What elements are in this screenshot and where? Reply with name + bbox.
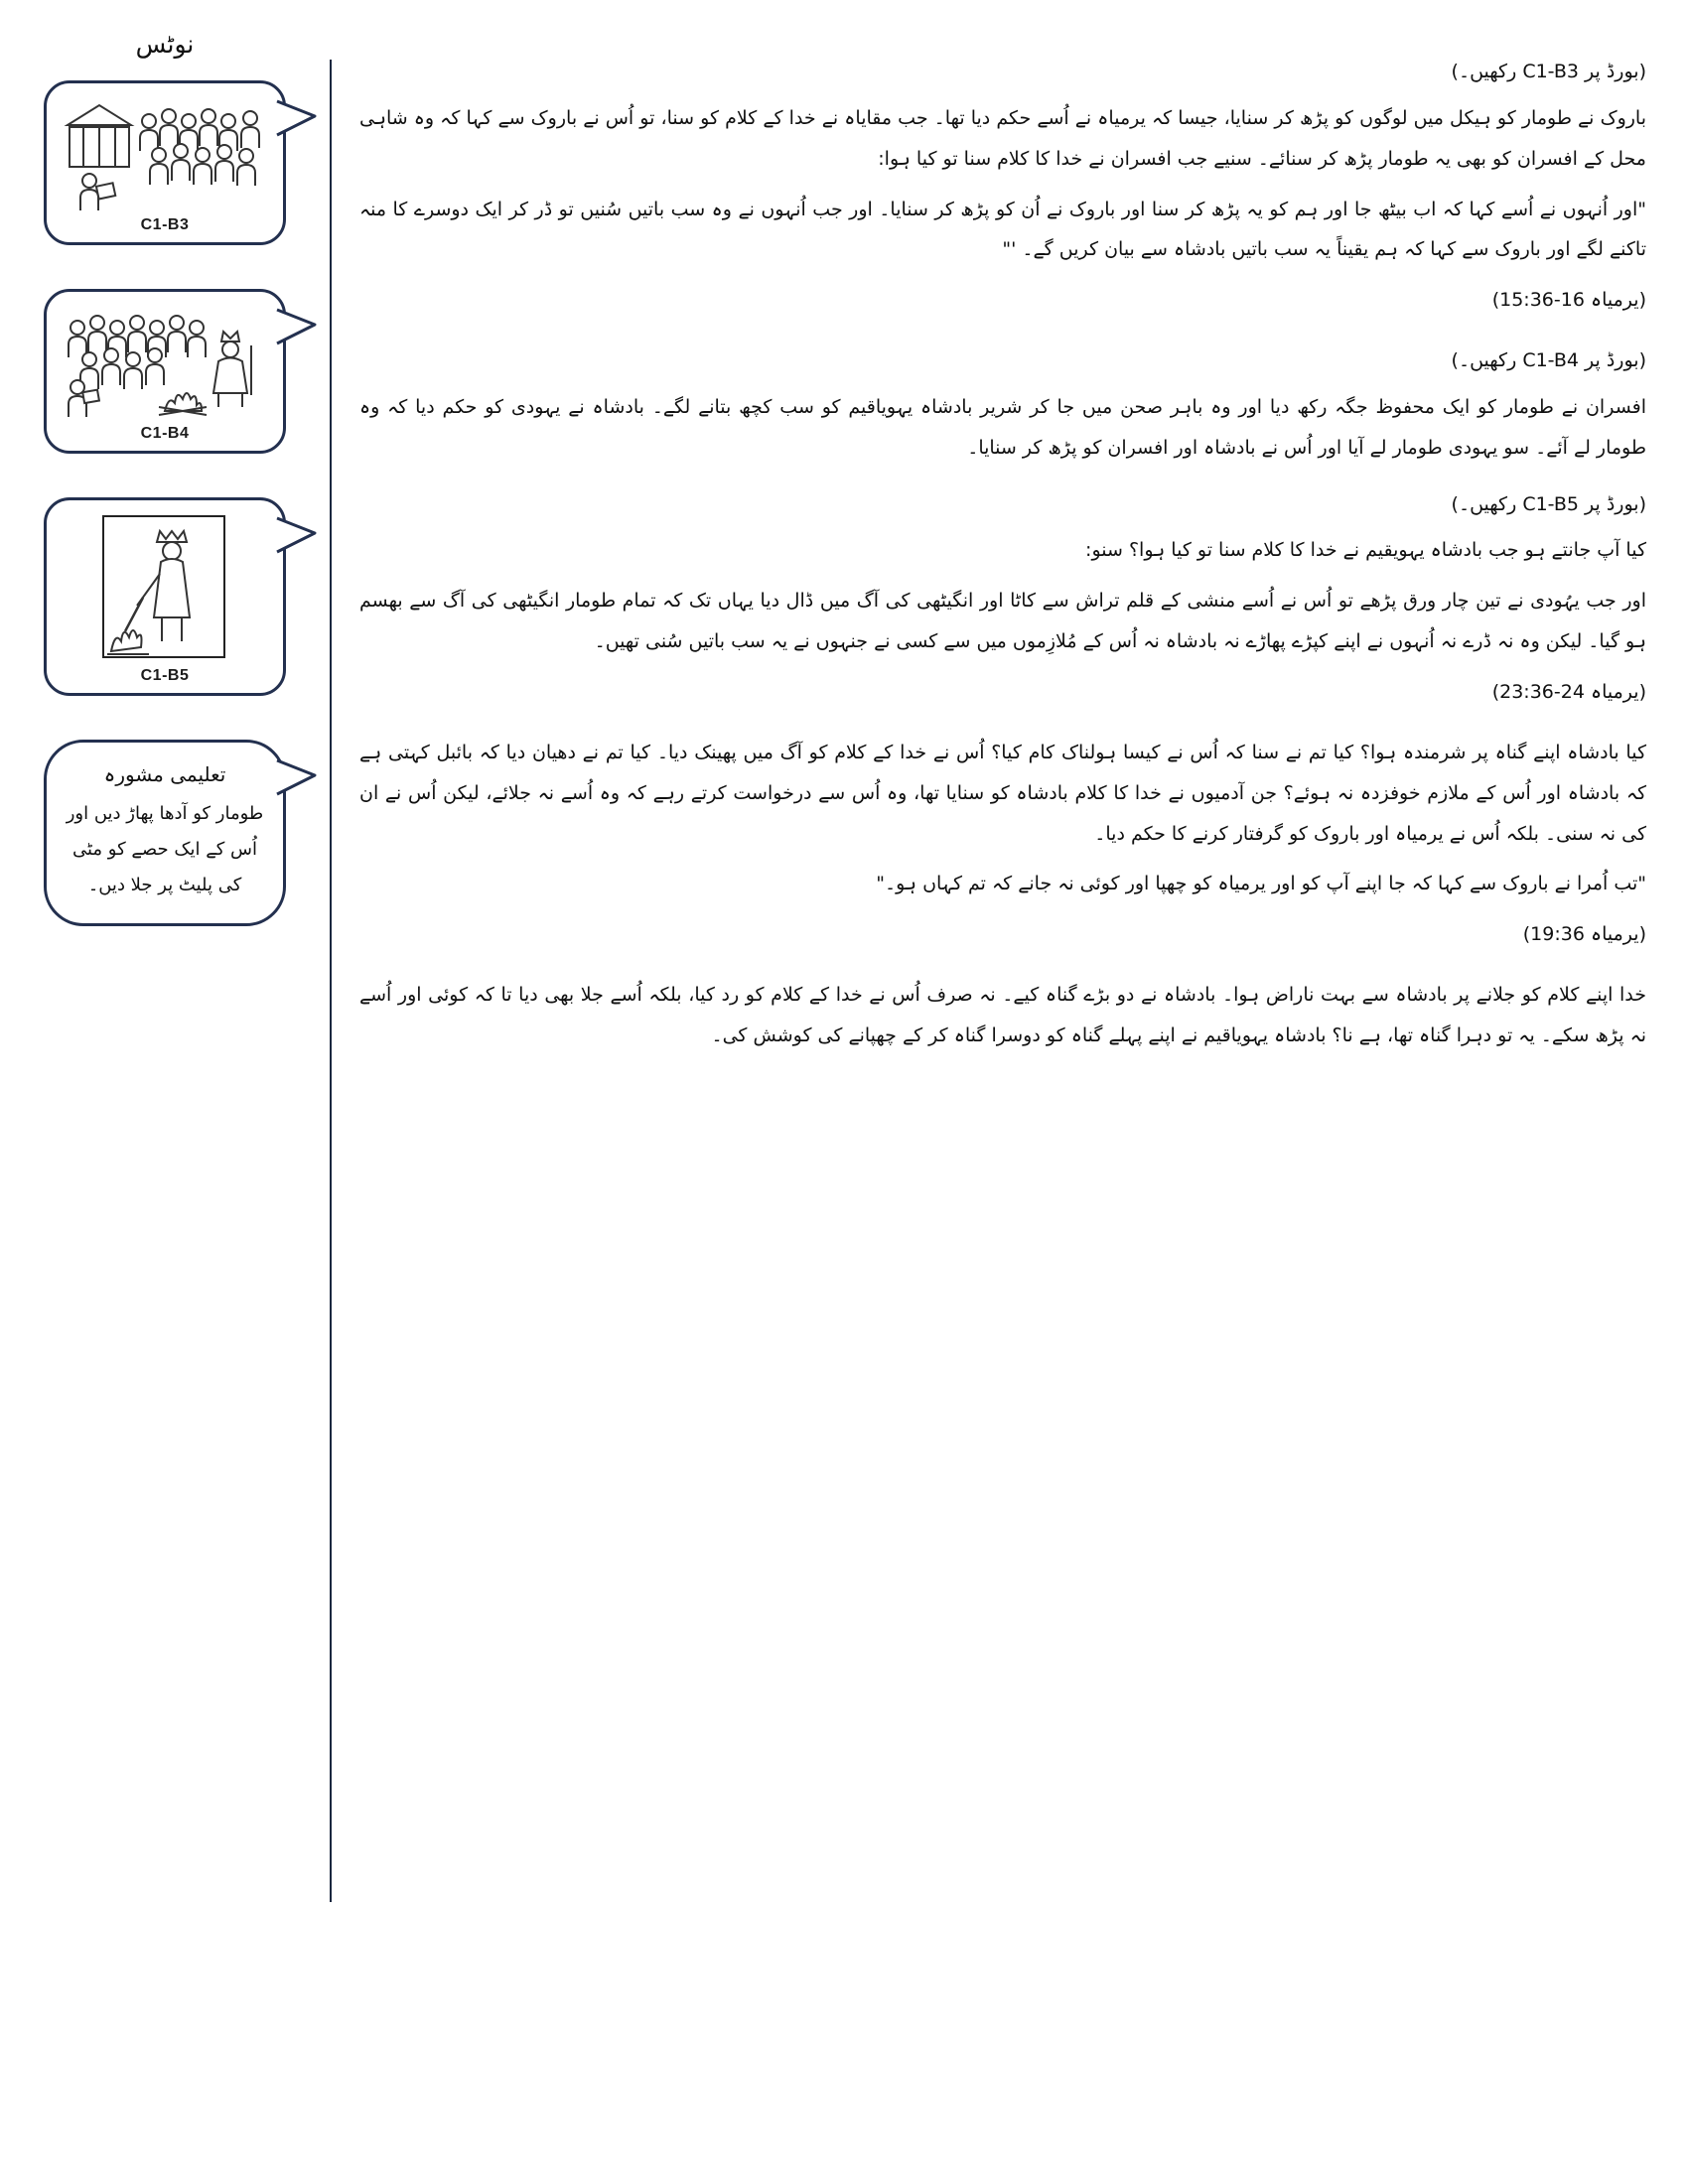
visual-aid-caption: C1-B4 <box>140 425 190 442</box>
notes-sidebar <box>44 30 286 970</box>
teaching-tip-bubble <box>44 740 286 926</box>
speech-bubble-tail-icon <box>275 308 319 347</box>
board-instruction-c1-b3: (بورڈ پر C1-B3 رکھیں۔) <box>1451 61 1646 82</box>
visual-aid-caption: C1-B3 <box>140 216 190 233</box>
visual-aid-bubble-c1-b5 <box>44 497 286 696</box>
narration-paragraph-3: کیا آپ جانتے ہو جب بادشاہ یہویقیم نے خدا کا کلام سنا تو کیا ہوا؟ سنو: <box>1085 539 1646 562</box>
temple-crowd-reading-illustration <box>62 95 268 212</box>
narration-paragraph-5: خدا اپنے کلام کو جلانے پر بادشاہ سے بہت ناراض ہوا۔ بادشاہ نے دو بڑے گناہ کیے۔ نہ صرف اُس نے خدا کے کلام کو رد کیا، بلکہ اُسے جلا بھی دیا تا کہ کوئی اور اُسے نہ پڑھ سکے۔ یہ تو دہرا گناہ تھا، ہے نا؟ بادشاہ یہویاقیم نے اپنے پہلے گناہ کو دوسرا گناہ کر کے چھپانے کی کوشش کی۔ <box>359 984 1646 1046</box>
board-instruction-c1-b5: (بورڈ پر C1-B5 رکھیں۔) <box>1451 492 1646 515</box>
notes-heading: نوٹس <box>135 30 195 59</box>
narration-paragraph-1: باروک نے طومار کو ہیکل میں لوگوں کو پڑھ کر سنایا، جیسا کہ یرمیاہ نے اُسے حکم دیا تھا۔ جب مقایاہ نے خدا کے کلام کو سنا، تو اُس نے باروک سے کہا کہ وہ شاہی محل کے افسران کو بھی یہ طومار پڑھ کر سنائے۔ سنیے جب افسران نے خدا کا کلام سنا تو کیا ہوا: <box>359 106 1646 170</box>
scripture-quote-1: "اور اُنہوں نے اُسے کہا کہ اب بیٹھ جا اور ہم کو یہ پڑھ کر سنا اور باروک نے اُن کو پڑھ کر سنایا۔ اور جب اُنہوں نے وہ سب باتیں سُنیں تو ڈر کر ایک دوسرے کا منہ تاکنے لگے اور باروک سے کہا کہ ہم یقیناً یہ سب باتیں بادشاہ سے بیان کریں گے۔ '" <box>359 198 1646 261</box>
king-burning-scroll-illustration <box>62 512 268 663</box>
scripture-reference-2: (یرمیاہ 24-23:36) <box>1491 680 1646 703</box>
visual-aid-caption: C1-B5 <box>140 667 190 684</box>
teaching-tip-title: تعلیمی مشورہ <box>103 762 226 786</box>
scripture-quote-2: اور جب یہُودی نے تین چار ورق پڑھے تو اُس نے اُسے منشی کے قلم تراش سے کاٹا اور انگیٹھی کی آگ میں ڈال دیا یہاں تک کہ تمام طومار انگیٹھی کی آگ سے بھسم ہو گیا۔ لیکن وہ نہ ڈرے نہ اُنہوں نے اپنے کپڑے پھاڑے نہ بادشاہ نہ اُس کے مُلازِموں میں سے کسی نے جنہوں نے یہ سب باتیں سُنی تھیں۔ <box>359 590 1646 653</box>
visual-aid-bubble-c1-b4 <box>44 289 286 454</box>
vertical-divider <box>330 60 332 1902</box>
speech-bubble-tail-icon <box>275 758 319 798</box>
narration-paragraph-4: کیا بادشاہ اپنے گناہ پر شرمندہ ہوا؟ کیا تم نے سنا کہ اُس نے کیسا ہولناک کام کیا؟ اُس نے خدا کے کلام کو آگ میں پھینک دیا۔ کیا تم نے دھیان دیا کہ بائبل کہتی ہے کہ بادشاہ اور اُس کے ملازم خوفزدہ نہ ہوئے؟ جن آدمیوں نے خدا کا کلام بادشاہ کو سنایا تھا، وہ اُس سے درخواست کرتے رہے کہ وہ اُسے نہ جلائے، لیکن اُس نے ان کی نہ سنی۔ بلکہ اُس نے یرمیاہ اور باروک کو گرفتار کرنے کا حکم دیا۔ <box>359 741 1646 845</box>
teaching-tip-body: طومار کو آدھا پھاڑ دیں اور اُس کے ایک حصے کو مٹی کی پلیٹ پر جلا دیں۔ <box>66 803 264 895</box>
scripture-reference-3: (یرمیاہ 19:36) <box>1522 923 1646 946</box>
lesson-content <box>359 52 1646 1066</box>
speech-bubble-tail-icon <box>275 516 319 556</box>
narration-paragraph-2: افسران نے طومار کو ایک محفوظ جگہ رکھ دیا اور وہ باہر صحن میں جا کر شریر بادشاہ یہویاقیم کو سب کچھ بتانے لگے۔ بادشاہ نے یہودی کو حکم دیا کہ وہ طومار لے آئے۔ سو یہودی طومار لے آیا اور اُس نے بادشاہ اور افسران کو پڑھ کر سنایا۔ <box>359 395 1646 459</box>
board-instruction-c1-b4: (بورڈ پر C1-B4 رکھیں۔) <box>1451 349 1646 372</box>
king-crowd-fire-illustration <box>62 304 268 421</box>
scripture-quote-3: "تب اُمرا نے باروک سے کہا کہ جا اپنے آپ کو اور یرمیاہ کو چھپا اور کوئی نہ جانے کہ تم کہاں ہو۔" <box>876 873 1646 895</box>
scripture-reference-1: (یرمیاہ 16-15:36) <box>1491 289 1646 312</box>
speech-bubble-tail-icon <box>275 99 319 139</box>
visual-aid-bubble-c1-b3 <box>44 80 286 245</box>
